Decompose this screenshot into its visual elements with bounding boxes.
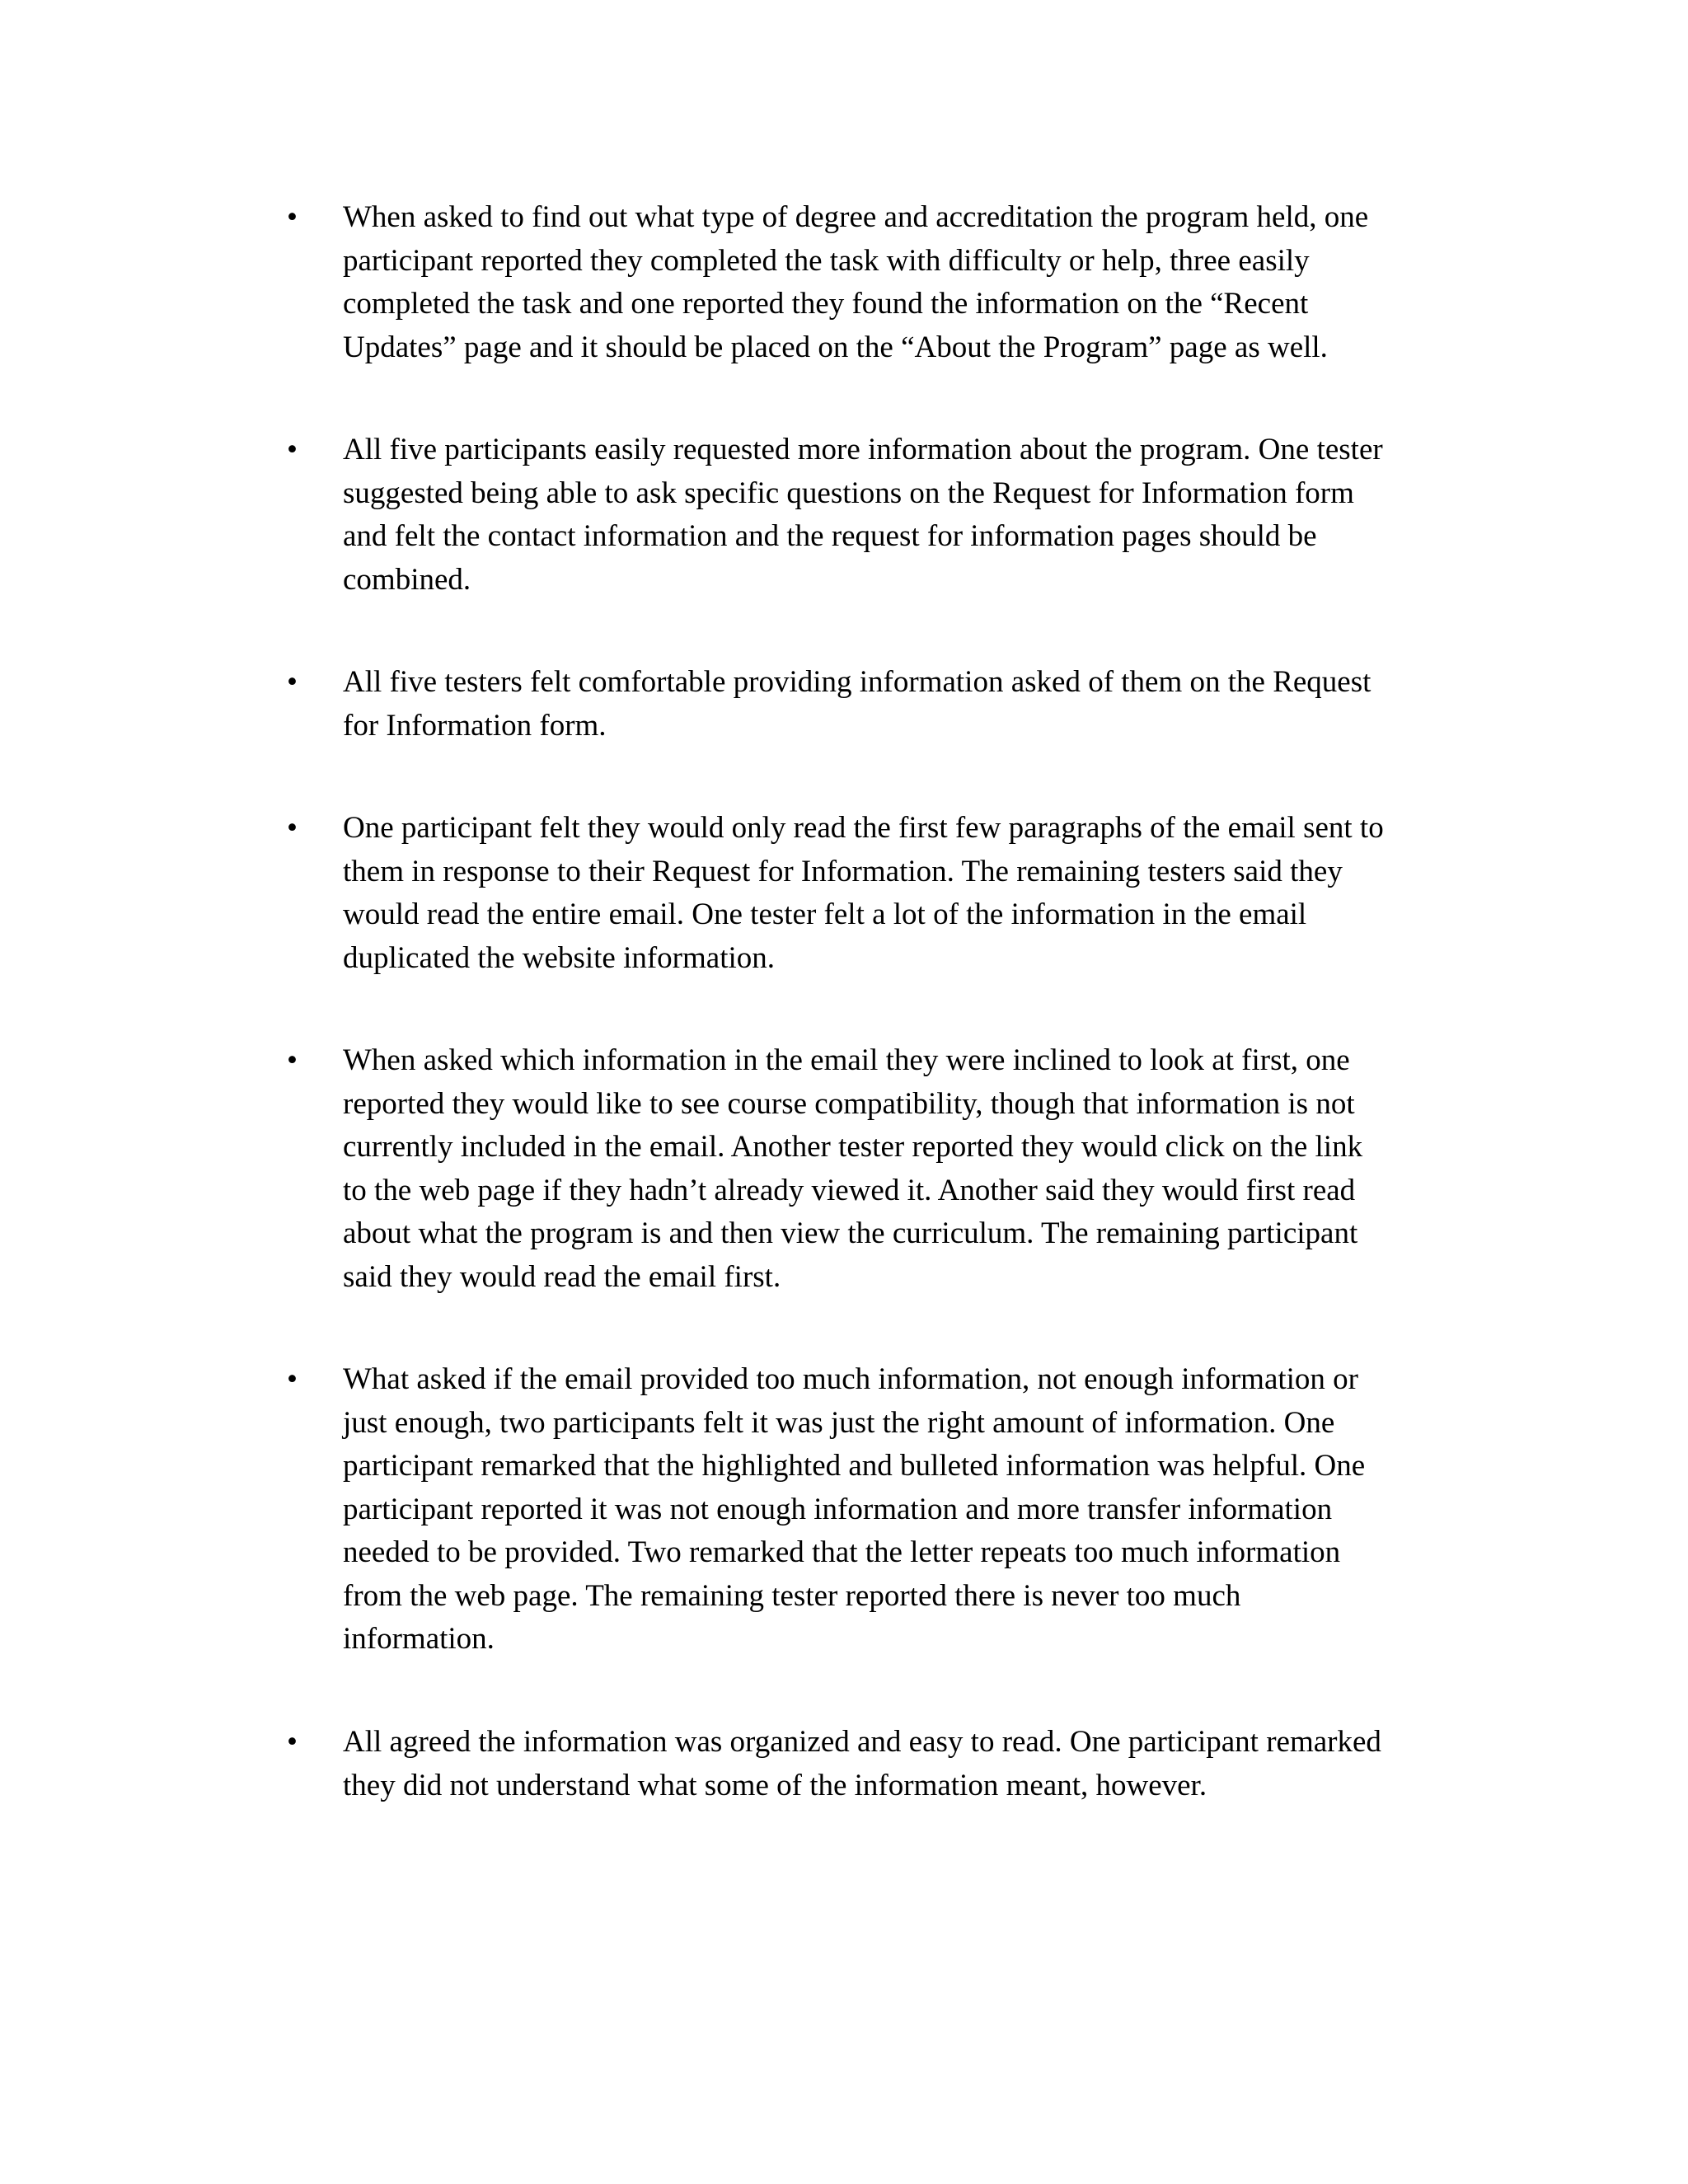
bullet-icon: • (287, 433, 298, 466)
bullet-icon: • (287, 200, 298, 234)
bullet-icon: • (287, 811, 298, 845)
bullet-text: When asked to find out what type of degree and accreditation the program held, one participant reported they completed the task with difficulty or help, three easily completed the task and one reported they found the information on the “Recent Updates” page and it should be placed on the “About the Program” page as well. (343, 200, 1369, 364)
bullet-icon: • (287, 1362, 298, 1396)
bullet-icon: • (287, 1725, 298, 1759)
bullet-icon: • (287, 1043, 298, 1077)
bullet-text: All five testers felt comfortable providing information asked of them on the Request for Information form. (343, 665, 1372, 743)
bullet-text: One participant felt they would only read the first few paragraphs of the email sent to them in response to their Request for Information. The remaining testers said they would read the entire email. One tester felt a lot of the information in the email duplicated the website information. (343, 811, 1384, 975)
bullet-text: All agreed the information was organized and easy to read. One participant remarked they did not understand what some of the information meant, however. (343, 1725, 1381, 1802)
bullet-text: What asked if the email provided too much information, not enough information or just enough, two participants felt it was just the right amount of information. One participant remarked that the highlighted and bulleted information was helpful. One participant reported it was not enough information and more transfer information needed to be provided. Two remarked that the letter repeats too much information from the web page. The remaining tester reported there is never too much information. (343, 1362, 1366, 1656)
bullet-text: All five participants easily requested more information about the program. One tester suggested being able to ask specific questions on the Request for Information form and felt the contact information and the request for information pages should be combined. (343, 433, 1383, 597)
bullet-icon: • (287, 665, 298, 699)
bullet-text: When asked which information in the email they were inclined to look at first, one reported they would like to see course compatibility, though that information is not currently included in the email. Another tester reported they would click on the link to the web page if they hadn’t already viewed it. Another said they would first read about what the program is and then view the curriculum. The remaining participant said they would read the email first. (343, 1043, 1363, 1294)
